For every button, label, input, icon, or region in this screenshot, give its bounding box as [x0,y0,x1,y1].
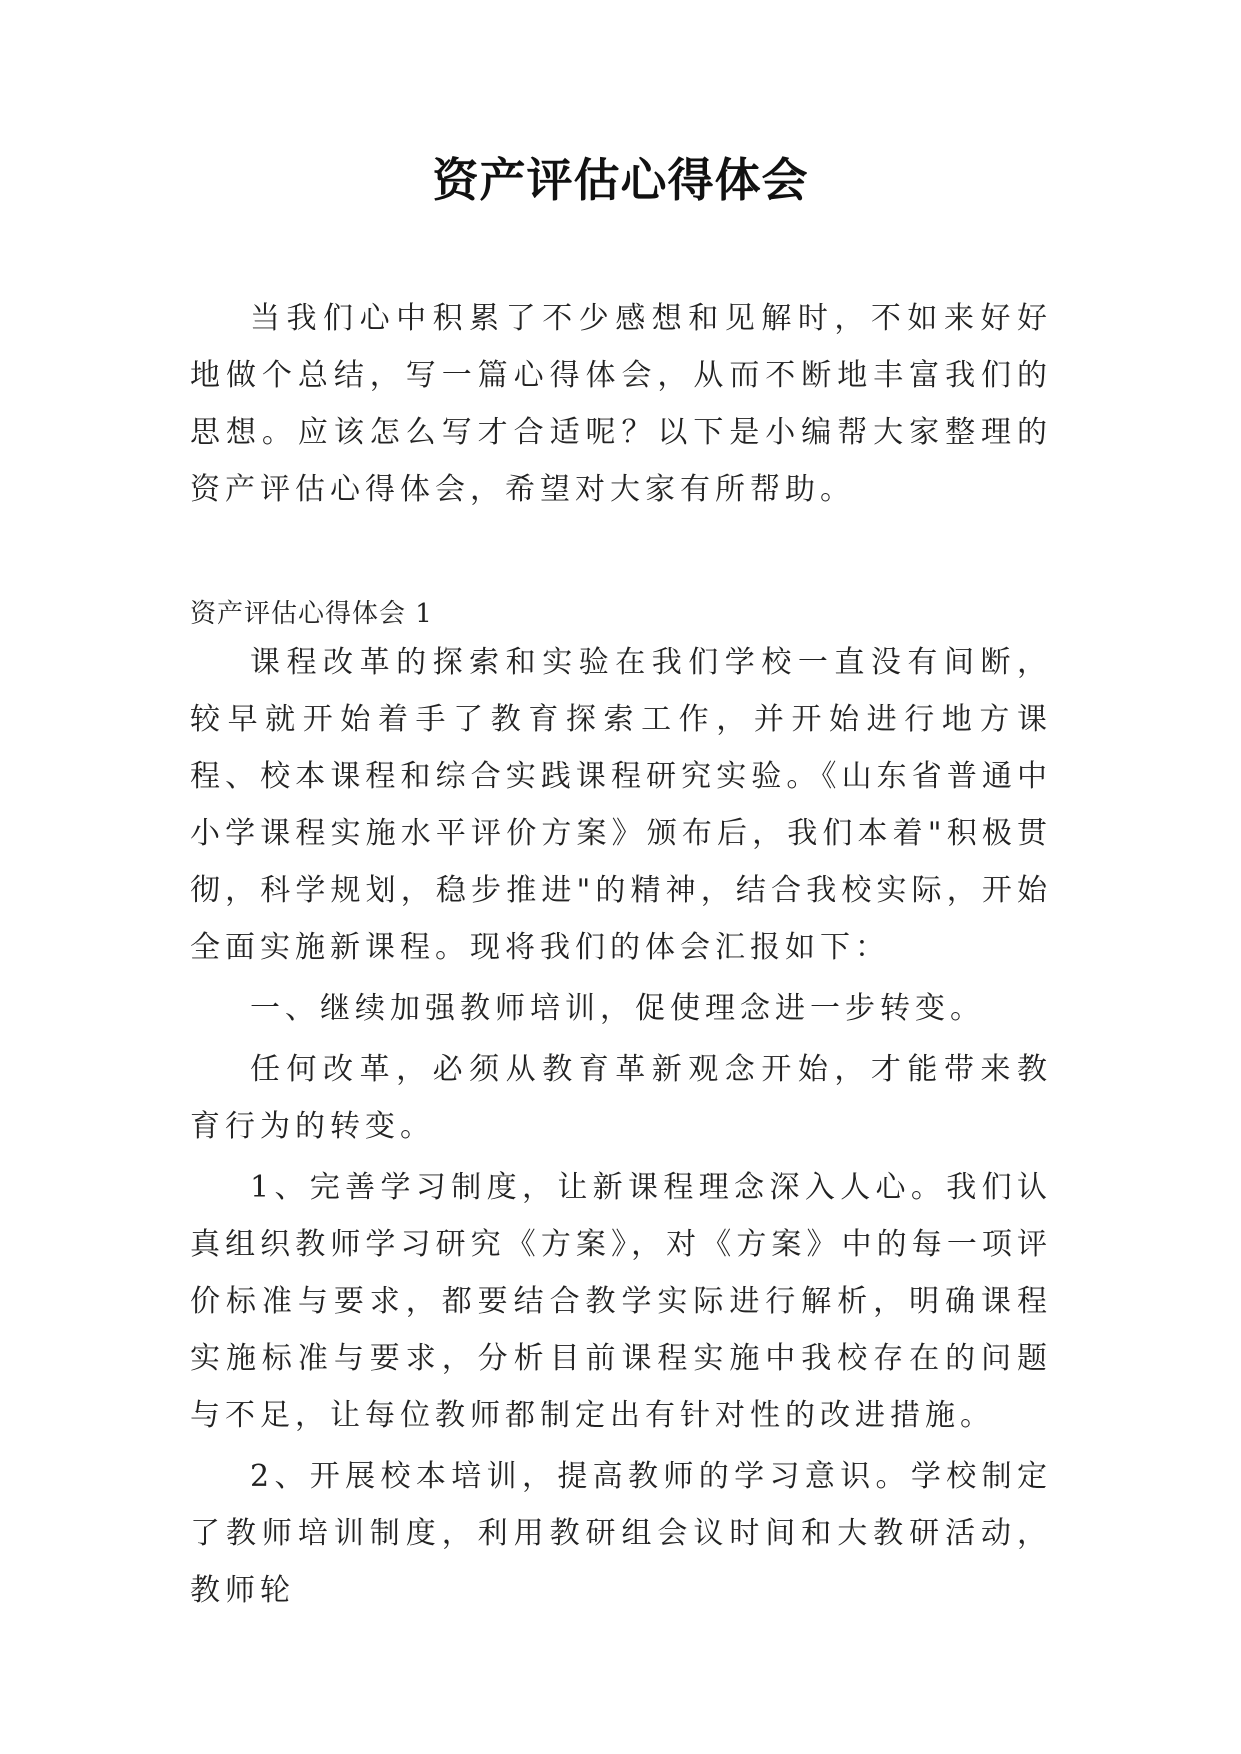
body-paragraph: 一、继续加强教师培训，促使理念进一步转变。 [250,991,985,1026]
body-paragraph: 课程改革的探索和实验在我们学校一直没有间断，较早就开始着手了教育探索工作，并开始进行地方课程、校本课程和综合实践课程研究实验。《山东省普通中小学课程实施水平评价方案》颁布后，我们本着"积极贯彻，科学规划，稳步推进"的精神，结合我校实际，开始全面实施新课程。现将我们的体会汇报如下： [190,645,1052,965]
intro-paragraph: 当我们心中积累了不少感想和见解时，不如来好好地做个总结，写一篇心得体会，从而不断地丰富我们的思想。应该怎么写才合适呢？以下是小编帮大家整理的资产评估心得体会，希望对大家有所帮助。 [190,301,1052,507]
body-paragraph: 2、开展校本培训，提高教师的学习意识。学校制定了教师培训制度，利用教研组会议时间和大教研活动，教师轮 [190,1459,1052,1608]
document-body [190,290,1052,1619]
body-paragraph: 1、完善学习制度，让新课程理念深入人心。我们认真组织教师学习研究《方案》，对《方案》中的每一项评价标准与要求，都要结合教学实际进行解析，明确课程实施标准与要求，分析目前课程实施中我校存在的问题与不足，让每位教师都制定出有针对性的改进措施。 [190,1170,1052,1433]
document-title: 资产评估心得体会 [432,153,809,207]
body-paragraph: 任何改革，必须从教育革新观念开始，才能带来教育行为的转变。 [190,1052,1052,1144]
section-heading: 资产评估心得体会 1 [190,599,433,629]
